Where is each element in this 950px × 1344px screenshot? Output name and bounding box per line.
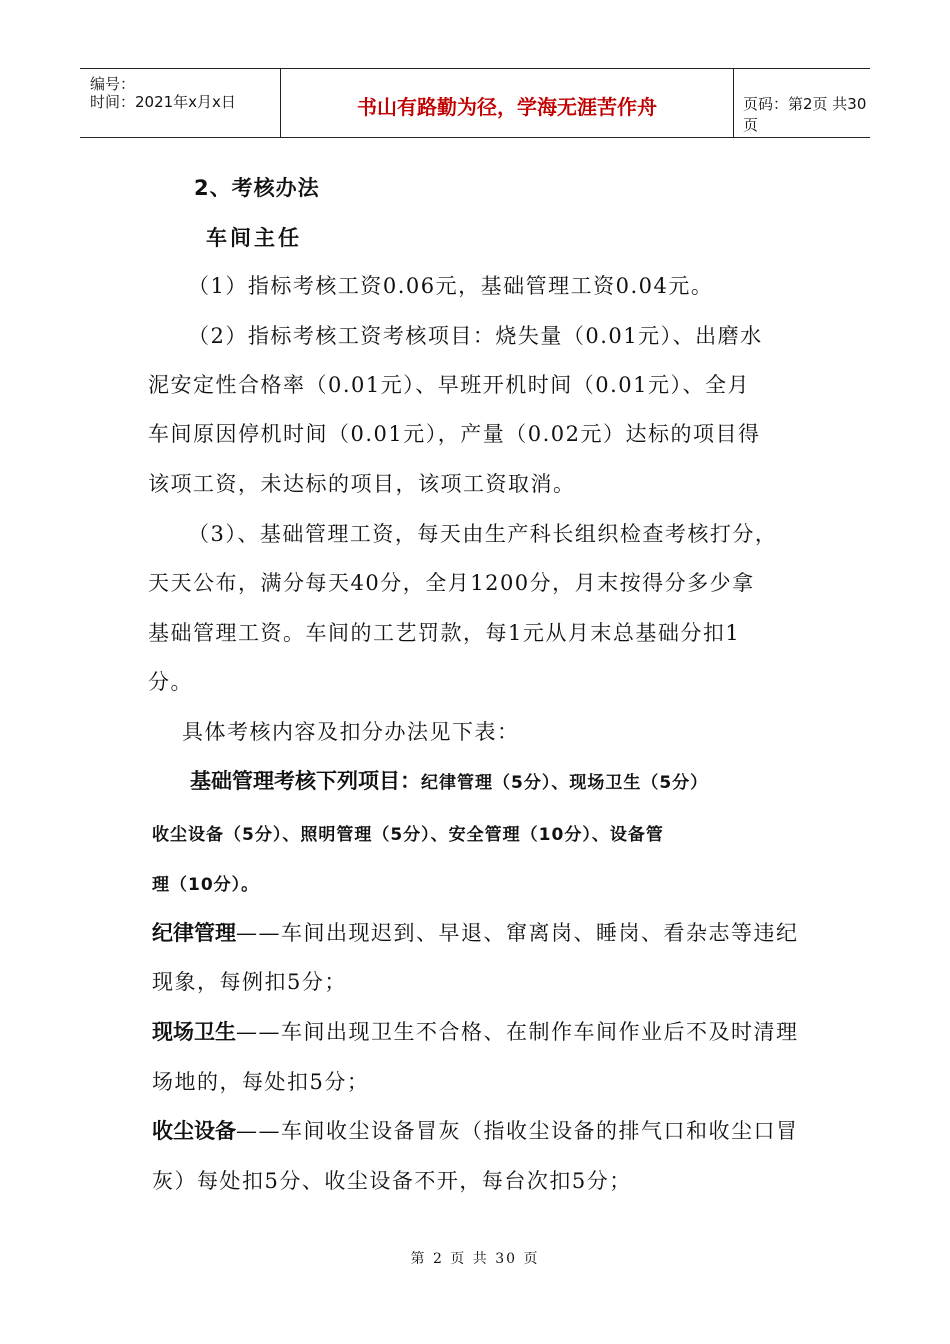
paragraph-4: 具体考核内容及扣分办法见下表： (182, 720, 520, 744)
paragraph-3-line-2: 天天公布，满分每天40分，全月1200分，月末按得分多少拿 (148, 571, 755, 595)
header-meta-cell (80, 69, 280, 137)
items-line-3: 理（10分）。 (152, 875, 260, 895)
paragraph-2-line-3: 车间原因停机时间（0.01元），产量（0.02元）达标的项目得 (148, 422, 761, 446)
paragraph-2-line-4: 该项工资，未达标的项目，该项工资取消。 (148, 472, 576, 496)
header-page-info: 页码：第2页 共30页 (743, 95, 867, 134)
rule-discipline-term: 纪律管理 (152, 921, 236, 945)
paragraph-2-line-1: （2）指标考核工资考核项目：烧失量（0.01元）、出磨水 (188, 324, 763, 348)
rule-dust-text: ——车间收尘设备冒灰（指收尘设备的排气口和收尘口冒 (236, 1119, 799, 1143)
items-line-2: 收尘设备（5分）、照明管理（5分）、安全管理（10分）、设备管 (152, 825, 664, 845)
rule-discipline-line-2: 现象，每例扣5分； (152, 970, 347, 994)
items-list-1: 纪律管理（5分）、现场卫生（5分） (421, 773, 709, 793)
paragraph-2-line-2: 泥安定性合格率（0.01元）、早班开机时间（0.01元）、全月 (148, 373, 751, 397)
section-subtitle: 车间主任 (206, 226, 302, 250)
paragraph-3-line-3: 基础管理工资。车间的工艺罚款，每1元从月末总基础分扣1 (148, 621, 741, 645)
document-number-label: 编号： (90, 75, 136, 93)
section-title: 2、考核办法 (194, 176, 320, 200)
document-time-label: 时间：2021年x月x日 (90, 93, 236, 111)
header-motto: 书山有路勤为径，学海无涯苦作舟 (357, 95, 657, 119)
rule-dust-line-1 (152, 1115, 799, 1145)
paragraph-3-line-1: （3）、基础管理工资，每天由生产科长组织检查考核打分， (188, 522, 778, 546)
rule-hygiene-text: ——车间出现卫生不合格、在制作车间作业后不及时清理 (236, 1020, 799, 1044)
rule-hygiene-line-1 (152, 1016, 799, 1046)
page-footer: 第 2 页 共 30 页 (410, 1251, 540, 1267)
rule-hygiene-term: 现场卫生 (152, 1020, 236, 1044)
rule-dust-term: 收尘设备 (152, 1119, 236, 1143)
items-line-1 (190, 765, 708, 795)
paragraph-1: （1）指标考核工资0.06元，基础管理工资0.04元。 (188, 274, 714, 298)
rule-hygiene-line-2: 场地的，每处扣5分； (152, 1070, 370, 1094)
items-lead: 基础管理考核下列项目： (190, 769, 421, 793)
paragraph-3-line-4: 分。 (148, 670, 193, 694)
header-page-cell (733, 69, 870, 137)
rule-discipline-line-1 (152, 917, 799, 947)
header-motto-cell (280, 69, 734, 137)
rule-dust-line-2: 灰）每处扣5分、收尘设备不开，每台次扣5分； (152, 1169, 632, 1193)
rule-discipline-text: ——车间出现迟到、早退、窜离岗、睡岗、看杂志等违纪 (236, 921, 799, 945)
page-header (80, 68, 870, 138)
